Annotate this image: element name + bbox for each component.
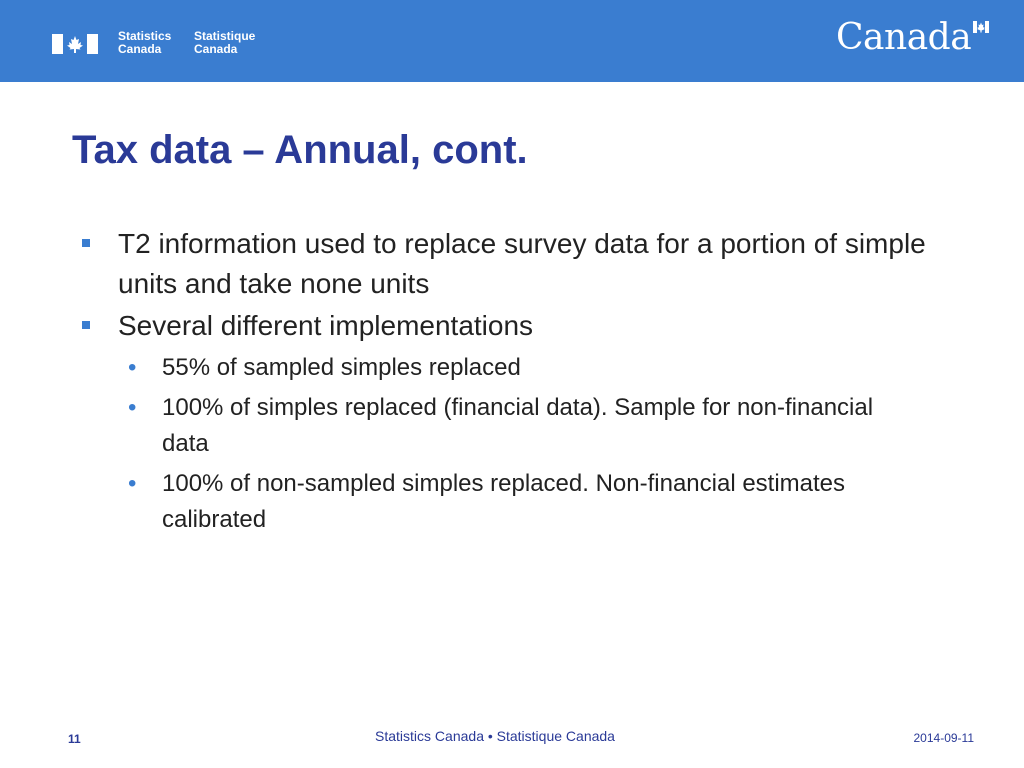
bullet-text: Several different implementations xyxy=(118,310,534,341)
slide-title: Tax data – Annual, cont. xyxy=(72,128,528,172)
footer-date: 2014-09-11 xyxy=(913,731,974,745)
agency-fr-line-2: Canada xyxy=(194,42,238,56)
agency-name-english xyxy=(118,30,171,56)
sub-bullet-text: 100% of non-sampled simples replaced. Non-financial estimates calibrated xyxy=(162,470,846,533)
canada-wordmark xyxy=(836,18,989,58)
header-bar xyxy=(0,0,1024,82)
slide-number: 11 xyxy=(68,732,81,746)
sub-bullet-item xyxy=(0,466,1024,538)
canada-wordmark-flag-icon xyxy=(973,21,989,33)
canada-wordmark-text: Canada xyxy=(836,17,972,58)
sub-bullet-text: 55% of sampled simples replaced xyxy=(162,354,521,381)
sub-bullet-item xyxy=(0,390,1024,462)
bullet-text: T2 information used to replace survey data for a portion of simple units and take none units xyxy=(118,228,926,299)
bullet-item xyxy=(0,306,1024,346)
square-bullet-icon xyxy=(82,321,90,329)
square-bullet-icon xyxy=(82,239,90,247)
bullet-list xyxy=(0,224,1024,538)
canada-flag-icon xyxy=(52,34,98,54)
dot-bullet-icon: • xyxy=(128,470,137,497)
dot-bullet-icon: • xyxy=(128,394,137,421)
dot-bullet-icon: • xyxy=(128,354,137,381)
agency-name-french xyxy=(194,30,255,56)
bullet-item xyxy=(0,224,1024,304)
agency-en-line-2: Canada xyxy=(118,42,162,56)
agency-en-line-1: Statistics xyxy=(118,29,172,43)
sub-bullet-text: 100% of simples replaced (financial data). Sample for non-financial data xyxy=(162,394,874,457)
sub-bullet-item xyxy=(0,350,1024,386)
agency-fr-line-1: Statistique xyxy=(194,29,256,43)
footer-agency-text: Statistics Canada • Statistique Canada xyxy=(375,728,615,744)
